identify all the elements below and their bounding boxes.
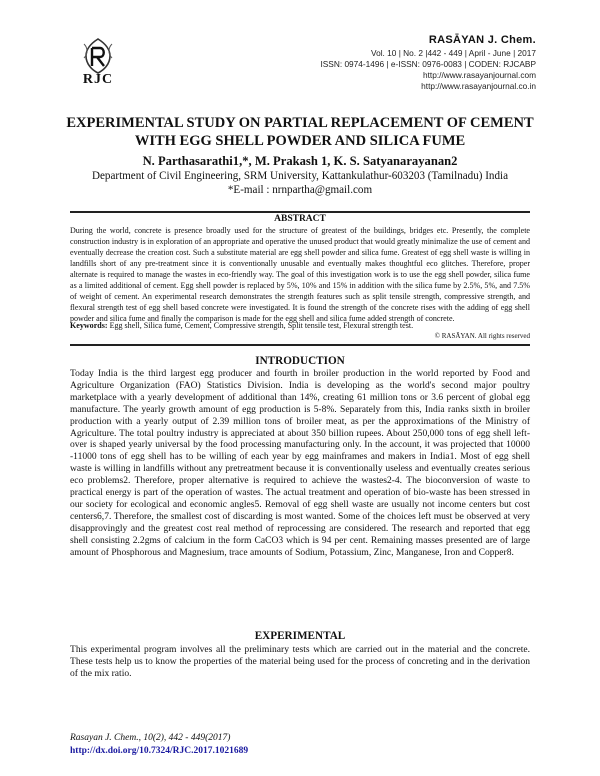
introduction-text: Today India is the third largest egg producer and fourth in broiler production in the world reported by Food and Agriculture Organization (FAO) Statistics Division. India is developing as the world's second major poultry marketplace with a yearly development of additional than 14%, creating 61 million tons or 3.6 percent of global egg manufacture. The yearly growth amount of egg production is 5-8%. Separately from this, India ranks sixth in broiler production with a yearly output of 2.39 million tons of broiler meat, as per the approximations of the Ministry of Agriculture. The total poultry industry is appreciated at about 350 billion rupees. About 250,000 tons of egg shell left-over is shaped yearly universal by the food processing manufacturing only. In the account, it was projected that 10000 -11000 tons of egg shell has to be willing of each year by egg mainframes and makers in India1. Most of egg shell waste is willing in landfills without any pretreatment because it is conventionally useless and eventually creates serious eco problems2. Therefore, proper alternative is required to achieve the wastes2-4. The bioconversion of waste to practical energy is part of the operation of wastes. The actual treatment and operation of bio-waste has been stressed in our society for ecological and economic angles5. Removal of egg shell waste are usually not income centers but cost centers6,7. Therefore, the smallest cost of discarding is most wanted. Some of the choices left must be observed at very disapprovingly and the greatest cost real method of reprocessing are considered. The research and reported that egg shell consisting 2.2gms of calcium in the form CaCO3 which is 94 per cent. Remaining masses presented are of large amount of Phosphorous and Magnesium, trace amounts of Sodium, Potassium, Zinc, Manganese, Iron and Copper8. (70, 368, 530, 558)
author-affiliation (60, 170, 540, 197)
journal-logo (68, 36, 128, 91)
abstract-bottom-rule (70, 344, 530, 346)
experimental-heading: EXPERIMENTAL (254, 630, 346, 642)
keywords-label: Keywords: (70, 321, 108, 330)
footer-doi-link[interactable]: http://dx.doi.org/10.7324/RJC.2017.1021689 (70, 746, 249, 756)
abstract-top-rule (70, 211, 530, 213)
journal-name: RASĀYAN J. Chem. (428, 34, 536, 46)
abstract-heading: ABSTRACT (274, 214, 326, 224)
paper-authors: N. Parthasarathi1,*, M. Prakash 1, K. S. Satyanarayanan2 (142, 154, 458, 168)
footer-citation: Rasayan J. Chem., 10(2), 442 - 449(2017) (70, 733, 231, 743)
journal-url-1[interactable]: http://www.rasayanjournal.com (423, 70, 536, 80)
logo-text: RJC (82, 72, 114, 87)
keywords (70, 320, 530, 331)
copyright-note: © RASĀYAN. All rights reserved (434, 332, 530, 340)
journal-meta (320, 48, 536, 92)
paper-title: EXPERIMENTAL STUDY ON PARTIAL REPLACEMENT OF CEMENT WITH EGG SHELL POWDER AND SILICA FUME (66, 115, 534, 149)
author-email: *E-mail : nrnpartha@gmail.com (227, 183, 373, 196)
affiliation-text: Department of Civil Engineering, SRM University, Kattankulathur-603203 (Tamilnadu) India (91, 170, 509, 182)
journal-issn-line: ISSN: 0974-1496 | e-ISSN: 0976-0083 | CODEN: RJCABP (320, 59, 536, 69)
keywords-text: Egg shell, Silica fume, Cement, Compressive strength, Split tensile test, Flexural strength test. (107, 321, 414, 330)
journal-url-2[interactable]: http://www.rasayanjournal.co.in (421, 81, 536, 91)
abstract-text: During the world, concrete is presence broadly used for the structure of greatest of the buildings, bridges etc. Presently, the complete construction industry is in exploration of an appropriate and operative the unused product that would greatly minimalize the use of cement and eventually decrease the creation cost. Such a substitute material are egg shell powder and silica fume. Greatest of egg shell waste is willing in landfills short of any pre-treatment since it is conventionally unusable and eventually makes thoughtful eco glitches. Therefore, proper alternate is required to manage the wastes in eco-friendly way. The goal of this investigation work is to use the egg shell powder, silica fume as a limited additional of cement. Egg shell powder is replaced by 5%, 10% and 15% in addition with the silica fume by 2.5%, 5%, and 7.5% of weight of cement. An experimental research demonstrates the strength features such as split tensile strength, compressive strength, and flexural strength test of egg shell based concrete were investigated. It is found the strength of the concrete rises with the adding of egg shell powder and silica fume and finally the comparison is made for the egg shell and silica fume added strength of concrete. (70, 226, 530, 323)
introduction-heading: INTRODUCTION (255, 355, 345, 367)
experimental-text: This experimental program involves all the preliminary tests which are carried out in the material and the concrete. These tests help us to know the properties of the material being used for the process of concreting and in the derivation of the mix ratio. (70, 644, 530, 679)
logo-emblem-icon (78, 36, 118, 76)
journal-volume-line: Vol. 10 | No. 2 |442 - 449 | April - June | 2017 (371, 48, 536, 58)
